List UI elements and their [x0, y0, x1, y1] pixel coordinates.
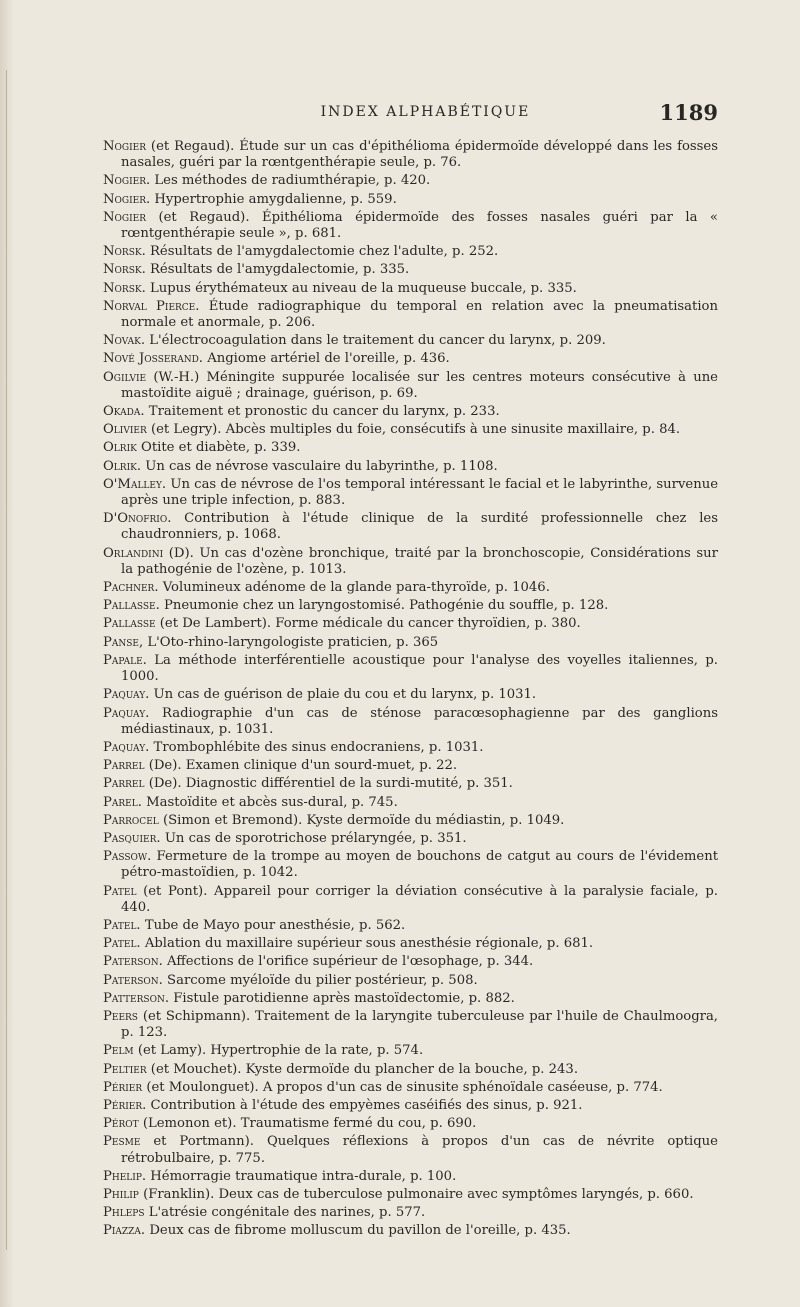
index-entry — [103, 653, 718, 685]
entry-author: Paquay. — [103, 705, 150, 721]
entry-text: Sarcome myéloïde du pilier postérieur, p. 508. — [167, 972, 478, 988]
index-entry — [103, 776, 718, 792]
entry-text: Un cas de guérison de plaie du cou et du larynx, p. 1031. — [153, 687, 537, 703]
index-entry — [103, 831, 718, 847]
entry-author: Papale. — [103, 652, 147, 668]
index-entry — [103, 210, 718, 242]
entry-author: Pachner. — [103, 580, 159, 596]
index-entry — [103, 1043, 718, 1059]
entry-text: (Lemonon et). Traumatisme fermé du cou, p. 690. — [142, 1116, 477, 1132]
entry-author: Olrik — [103, 440, 137, 456]
entry-text: Résultats de l'amygdalectomie chez l'adulte, p. 252. — [149, 244, 499, 260]
entry-author: Novak. — [103, 333, 146, 349]
entry-text: (et Moulonguet). A propos d'un cas de sinusite sphénoïdale caséeuse, p. 774. — [146, 1079, 663, 1095]
entry-text: (Franklin). Deux cas de tuberculose pulmonaire avec symptômes laryngés, p. 660. — [143, 1186, 694, 1202]
index-entry — [103, 616, 718, 632]
index-entry — [103, 991, 718, 1007]
entry-author: Paquay. — [103, 687, 150, 703]
entry-text: (De). Diagnostic différentiel de la surdi-mutité, p. 351. — [148, 776, 513, 792]
entry-author: Passow. — [103, 849, 152, 865]
entry-author: Parrocel — [103, 812, 159, 828]
index-entry — [103, 973, 718, 989]
entry-author: Norsk. — [103, 244, 146, 260]
entry-text: Les méthodes de radiumthérapie, p. 420. — [154, 173, 431, 189]
entry-author: Peltier — [103, 1061, 147, 1077]
index-entry — [103, 1062, 718, 1078]
entry-text: (et De Lambert). Forme médicale du cancer thyroïdien, p. 380. — [159, 616, 581, 632]
entry-text: Otite et diabète, p. 339. — [141, 440, 301, 456]
index-entry — [103, 849, 718, 881]
index-entry — [103, 740, 718, 756]
entry-text: Deux cas de fibrome molluscum du pavillon de l'oreille, p. 435. — [149, 1223, 571, 1239]
index-entry — [103, 706, 718, 738]
entry-author: Nogier — [103, 209, 147, 225]
entry-author: Phleps — [103, 1205, 145, 1221]
index-entry — [103, 936, 718, 952]
entry-author: Pesme — [103, 1134, 141, 1150]
entry-text: Traitement et pronostic du cancer du larynx, p. 233. — [148, 404, 500, 420]
entry-author: Patel. — [103, 917, 141, 933]
index-entry — [103, 477, 718, 509]
index-entry — [103, 580, 718, 596]
index-entry — [103, 1187, 718, 1203]
entry-text: (et Mouchet). Kyste dermoïde du plancher de la bouche, p. 243. — [150, 1061, 579, 1077]
entry-text: Affections de l'orifice supérieur de l'œsophage, p. 344. — [167, 954, 534, 970]
entry-text: Contribution à l'étude clinique de la surdité professionnelle chez les chaudronniers, p. 1068. — [121, 511, 718, 543]
index-entry — [103, 635, 718, 651]
entry-author: Olivier — [103, 422, 147, 438]
entry-text: (De). Examen clinique d'un sourd-muet, p. 22. — [148, 758, 458, 774]
index-entry — [103, 1080, 718, 1096]
entry-text: Radiographie d'un cas de sténose paracœsophagienne par des ganglions médiastinaux, p. 1031. — [121, 705, 719, 737]
entry-text: (et Schipmann). Traitement de la laryngite tuberculeuse par l'huile de Chaulmoogra, p. 123. — [121, 1008, 718, 1041]
entry-text: (Simon et Bremond). Kyste dermoïde du médiastin, p. 1049. — [162, 812, 565, 828]
entry-text: L'Oto-rhino-laryngologiste praticien, p. 365 — [147, 634, 439, 650]
page-edge — [0, 0, 14, 1307]
entry-author: Nogier. — [103, 191, 151, 207]
index-entry — [103, 687, 718, 703]
entry-author: Parrel — [103, 758, 145, 774]
entry-text: Ablation du maxillaire supérieur sous anesthésie régionale, p. 681. — [144, 936, 594, 952]
index-entry — [103, 795, 718, 811]
running-head — [103, 100, 718, 130]
index-entry — [103, 1098, 718, 1114]
entry-author: Nogier — [103, 139, 147, 154]
index-entry — [103, 1169, 718, 1185]
entry-text: Pneumonie chez un laryngostomisé. Pathogénie du souffle, p. 128. — [163, 598, 609, 614]
entry-author: Peers — [103, 1008, 138, 1024]
index-entry — [103, 1205, 718, 1221]
entry-text: (D). Un cas d'ozène bronchique, traité par la bronchoscopie, Considérations sur la pathogénie de l'ozène, p. 1013. — [121, 545, 718, 577]
entry-author: Olrik. — [103, 458, 142, 474]
entry-author: Norsk. — [103, 280, 146, 296]
entry-author: Norsk. — [103, 262, 146, 278]
entry-text: (et Regaud). Étude sur un cas d'épithélioma épidermoïde développé dans les fosses nasales, guéri par la rœntgenthérapie seule, p. 76. — [121, 139, 718, 171]
index-entry — [103, 758, 718, 774]
entry-text: Étude radiographique du temporal en relation avec la pneumatisation normale et anormale, p. 206. — [121, 298, 718, 331]
index-entry — [103, 370, 718, 402]
index-entry — [103, 511, 718, 543]
page-fold-line — [6, 70, 7, 1250]
index-entry — [103, 139, 718, 171]
entry-author: Philip — [103, 1186, 139, 1202]
index-entry — [103, 173, 718, 189]
entry-text: Hémorragie traumatique intra-durale, p. 100. — [150, 1168, 457, 1184]
index-entry — [103, 404, 718, 420]
index-entry — [103, 546, 718, 578]
entry-author: Périer — [103, 1079, 143, 1095]
index-entry — [103, 459, 718, 475]
entry-author: Périer. — [103, 1097, 147, 1113]
entry-author: Pallasse — [103, 616, 156, 632]
entry-text: (et Regaud). Épithélioma épidermoïde des fosses nasales guéri par la « rœntgenthérapie seule », p. 681. — [121, 209, 718, 242]
entry-text: Un cas de névrose de l'os temporal intéressant le facial et le labyrinthe, survenue après une triple infection, p. 883. — [121, 476, 718, 509]
entry-text: (et Legry). Abcès multiples du foie, consécutifs à une sinusite maxillaire, p. 84. — [150, 422, 681, 438]
entry-text: Trombophlébite des sinus endocraniens, p. 1031. — [153, 739, 484, 755]
entry-author: Nové Josserand. — [103, 351, 203, 367]
entry-author: Patel. — [103, 936, 141, 952]
entry-author: Patterson. — [103, 990, 170, 1006]
entry-author: Pallasse. — [103, 598, 160, 614]
entry-author: Pelm — [103, 1043, 134, 1059]
index-entry — [103, 813, 718, 829]
index-entries — [103, 139, 718, 1242]
entry-text: L'électrocoagulation dans le traitement du cancer du larynx, p. 209. — [149, 333, 606, 349]
index-entry — [103, 884, 718, 916]
entry-author: Paterson. — [103, 954, 163, 970]
index-entry — [103, 281, 718, 297]
entry-text: Résultats de l'amygdalectomie, p. 335. — [149, 262, 410, 278]
entry-text: Un cas de névrose vasculaire du labyrinthe, p. 1108. — [145, 458, 498, 474]
entry-text: Volumineux adénome de la glande para-thyroïde, p. 1046. — [162, 580, 550, 596]
index-entry — [103, 422, 718, 438]
entry-author: Okada. — [103, 404, 145, 420]
index-entry — [103, 598, 718, 614]
entry-author: Parel. — [103, 794, 142, 810]
index-entry — [103, 299, 718, 331]
entry-author: Pérot — [103, 1116, 139, 1132]
entry-text: L'atrésie congénitale des narines, p. 577. — [148, 1205, 426, 1221]
index-entry — [103, 1116, 718, 1132]
index-entry — [103, 262, 718, 278]
index-entry — [103, 192, 718, 208]
entry-author: Orlandini — [103, 545, 164, 561]
entry-text: (et Lamy). Hypertrophie de la rate, p. 574. — [137, 1043, 424, 1059]
entry-text: et Portmann). Quelques réflexions à propos d'un cas de névrite optique rétrobulbaire, p. 775. — [121, 1134, 718, 1166]
index-entry — [103, 918, 718, 934]
entry-author: Pasquier. — [103, 830, 161, 846]
running-title: INDEX ALPHABÉTIQUE — [320, 104, 531, 120]
page-number: 1189 — [659, 100, 718, 125]
index-entry — [103, 1223, 718, 1239]
entry-author: O'Malley. — [103, 476, 167, 492]
index-entry — [103, 351, 718, 367]
index-entry — [103, 244, 718, 260]
entry-text: (W.-H.) Méningite suppurée localisée sur les centres moteurs consécutive à une mastoïdite aiguë ; drainage, guérison, p. 69. — [121, 369, 718, 401]
index-entry — [103, 954, 718, 970]
entry-author: Panse, — [103, 634, 144, 650]
entry-text: Un cas de sporotrichose prélaryngée, p. 351. — [164, 830, 467, 846]
index-entry — [103, 333, 718, 349]
entry-text: (et Pont). Appareil pour corriger la déviation consécutive à la paralysie faciale, p. 440. — [121, 883, 718, 915]
entry-author: Parrel — [103, 776, 145, 792]
entry-author: Patel — [103, 883, 137, 899]
entry-text: Mastoïdite et abcès sus-dural, p. 745. — [146, 794, 398, 810]
entry-text: Fermeture de la trompe au moyen de bouchons de catgut au cours de l'évidement pétro-mastoïdien, p. 1042. — [121, 849, 718, 881]
entry-text: Fistule parotidienne après mastoïdectomie, p. 882. — [173, 990, 515, 1006]
entry-author: Piazza. — [103, 1223, 146, 1239]
index-entry — [103, 1134, 718, 1166]
entry-text: La méthode interférentielle acoustique pour l'analyse des voyelles italiennes, p. 1000. — [121, 652, 718, 685]
entry-author: D'Onofrio. — [103, 511, 172, 527]
entry-text: Hypertrophie amygdalienne, p. 559. — [154, 191, 397, 207]
entry-author: Ogilvie — [103, 369, 147, 385]
entry-text: Angiome artériel de l'oreille, p. 436. — [207, 351, 450, 367]
entry-text: Tube de Mayo pour anesthésie, p. 562. — [144, 917, 406, 933]
entry-text: Lupus érythémateux au niveau de la muqueuse buccale, p. 335. — [149, 280, 577, 296]
index-entry — [103, 1009, 718, 1041]
entry-author: Paterson. — [103, 972, 163, 988]
entry-text: Contribution à l'étude des empyèmes caséifiés des sinus, p. 921. — [150, 1097, 583, 1113]
entry-author: Phelip. — [103, 1168, 147, 1184]
entry-author: Paquay. — [103, 739, 150, 755]
entry-author: Nogier. — [103, 173, 151, 189]
index-entry — [103, 440, 718, 456]
entry-author: Norval Pierce. — [103, 298, 200, 314]
